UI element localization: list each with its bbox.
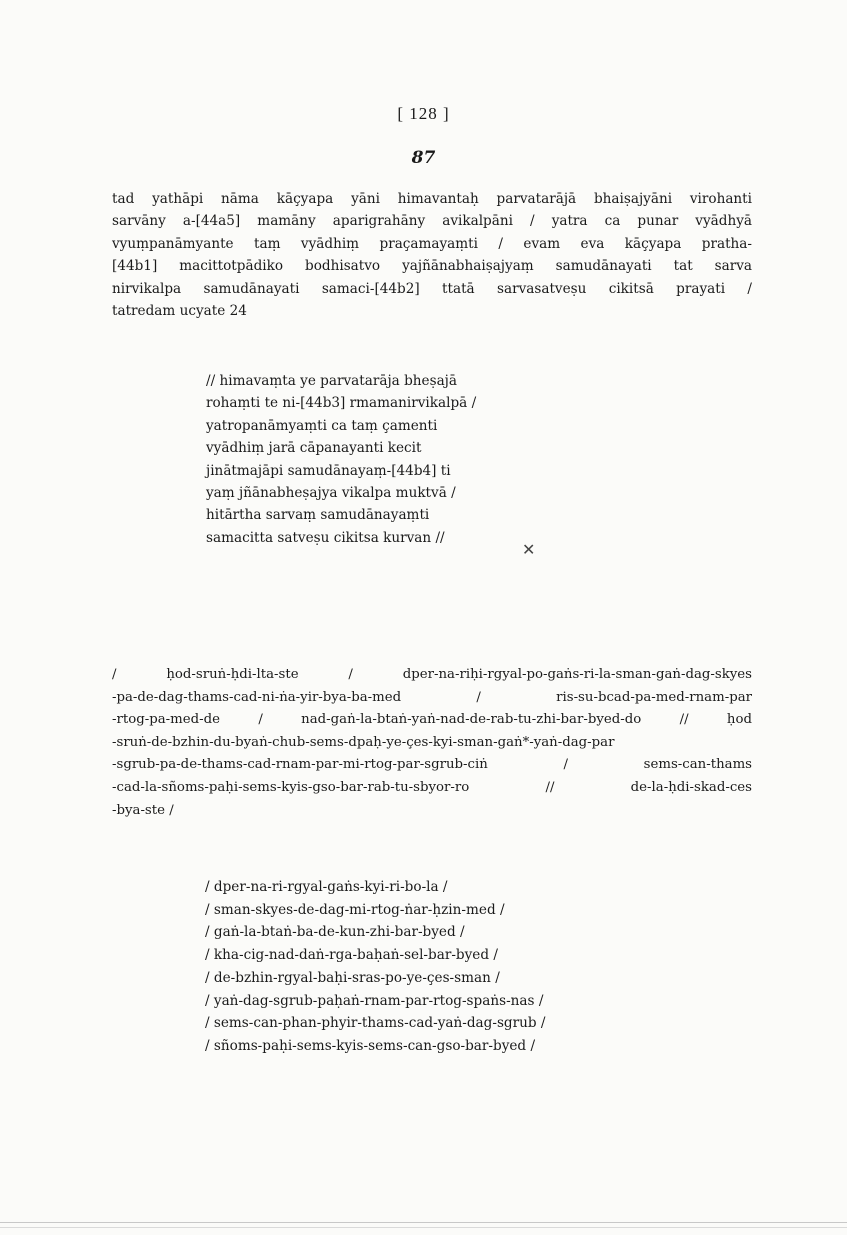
- verse-line: samacitta satveṣu cikitsa kurvan //: [206, 529, 445, 546]
- verse-line: vyādhiṃ jarā cāpanayanti kecit: [206, 440, 422, 457]
- verse-line: yaṃ jñānabheṣajya vikalpa muktvā /: [206, 485, 456, 502]
- verse-line: rohaṃti te ni-[44b3] rmamanirvikalpā /: [206, 395, 477, 412]
- prose-line: vyuṃpanāmyante taṃ vyādhiṃ praçamayaṃti / evam eva kāçyapa pratha-: [112, 235, 752, 252]
- verse-line: hitārtha sarvaṃ samudānayaṃti: [206, 507, 430, 524]
- verse-line: / kha-cig-nad-daṅ-rga-baḥaṅ-sel-bar-byed /: [205, 947, 498, 964]
- verse-line: / sñoms-paḥi-sems-kyis-sems-can-gso-bar-byed /: [205, 1037, 536, 1054]
- tibetan-prose-paragraph: [112, 664, 752, 822]
- prose-line: -cad-la-sñoms-paḥi-sems-kyis-gso-bar-rab-tu-sbyor-ro // de-la-ḥdi-skad-ces: [112, 779, 752, 795]
- scan-edge-line: [0, 1227, 847, 1228]
- prose-line: -sruṅ-de-bzhin-du-byaṅ-chub-sems-dpaḥ-ye-çes-kyi-sman-gaṅ*-yaṅ-dag-par: [112, 734, 615, 750]
- sanskrit-prose-paragraph: [112, 188, 752, 322]
- prose-line: nirvikalpa samudānayati samaci-[44b2] ttatā sarvasatveṣu cikitsā prayati /: [112, 280, 752, 297]
- prose-line: -sgrub-pa-de-thams-cad-rnam-par-mi-rtog-par-sgrub-ciṅ / sems-can-thams: [112, 757, 752, 773]
- stray-cross-mark: ✕: [522, 540, 536, 559]
- prose-line: tatredam ucyate 24: [112, 303, 247, 320]
- verse-line: / de-bzhin-rgyal-baḥi-sras-po-ye-çes-sman /: [205, 969, 500, 986]
- page-number: [ 128 ]: [397, 104, 450, 123]
- verse-line: / sman-skyes-de-dag-mi-rtog-ṅar-ḥzin-med /: [205, 901, 505, 918]
- prose-line: tad yathāpi nāma kāçyapa yāni himavantaḥ parvatarājā bhaiṣajyāni virohanti: [112, 191, 752, 207]
- scan-edge-line: [0, 1222, 847, 1223]
- prose-line: sarvāny a-[44a5] mamāny aparigrahāny avikalpāni / yatra ca punar vyādhyā: [112, 213, 752, 230]
- prose-line: -pa-de-dag-thams-cad-ni-ṅa-yir-bya-ba-med / ris-su-bcad-pa-med-rnam-par: [112, 689, 752, 705]
- verse-line: jinātmajāpi samudānayaṃ-[44b4] ti: [206, 462, 451, 479]
- prose-line: -rtog-pa-med-de / nad-gaṅ-la-btaṅ-yaṅ-nad-de-rab-tu-zhi-bar-byed-do // ḥod: [112, 712, 752, 728]
- verse-line: / sems-can-phan-phyir-thams-cad-yaṅ-dag-sgrub /: [205, 1015, 546, 1032]
- tibetan-verse-block: [205, 876, 546, 1058]
- prose-line: [44b1] macittotpādiko bodhisatvo yajñānabhaiṣajyaṃ samudānayati tat sarva: [112, 258, 752, 275]
- verse-line: / gaṅ-la-btaṅ-ba-de-kun-zhi-bar-byed /: [205, 924, 465, 941]
- verse-line: / yaṅ-dag-sgrub-paḥaṅ-rnam-par-rtog-spaṅs-nas /: [205, 992, 544, 1009]
- verse-line: // himavaṃta ye parvatarāja bheṣajā: [206, 373, 457, 389]
- prose-line: / ḥod-sruṅ-ḥdi-lta-ste / dper-na-riḥi-rgyal-po-gaṅs-ri-la-sman-gaṅ-dag-skyes: [112, 667, 752, 682]
- prose-line: -bya-ste /: [112, 802, 174, 818]
- sanskrit-verse-block: [206, 370, 476, 549]
- verse-line: / dper-na-ri-rgyal-gaṅs-kyi-ri-bo-la /: [205, 879, 448, 895]
- section-number: 87: [411, 148, 436, 168]
- verse-line: yatropanāmyaṃti ca taṃ çamenti: [206, 417, 438, 434]
